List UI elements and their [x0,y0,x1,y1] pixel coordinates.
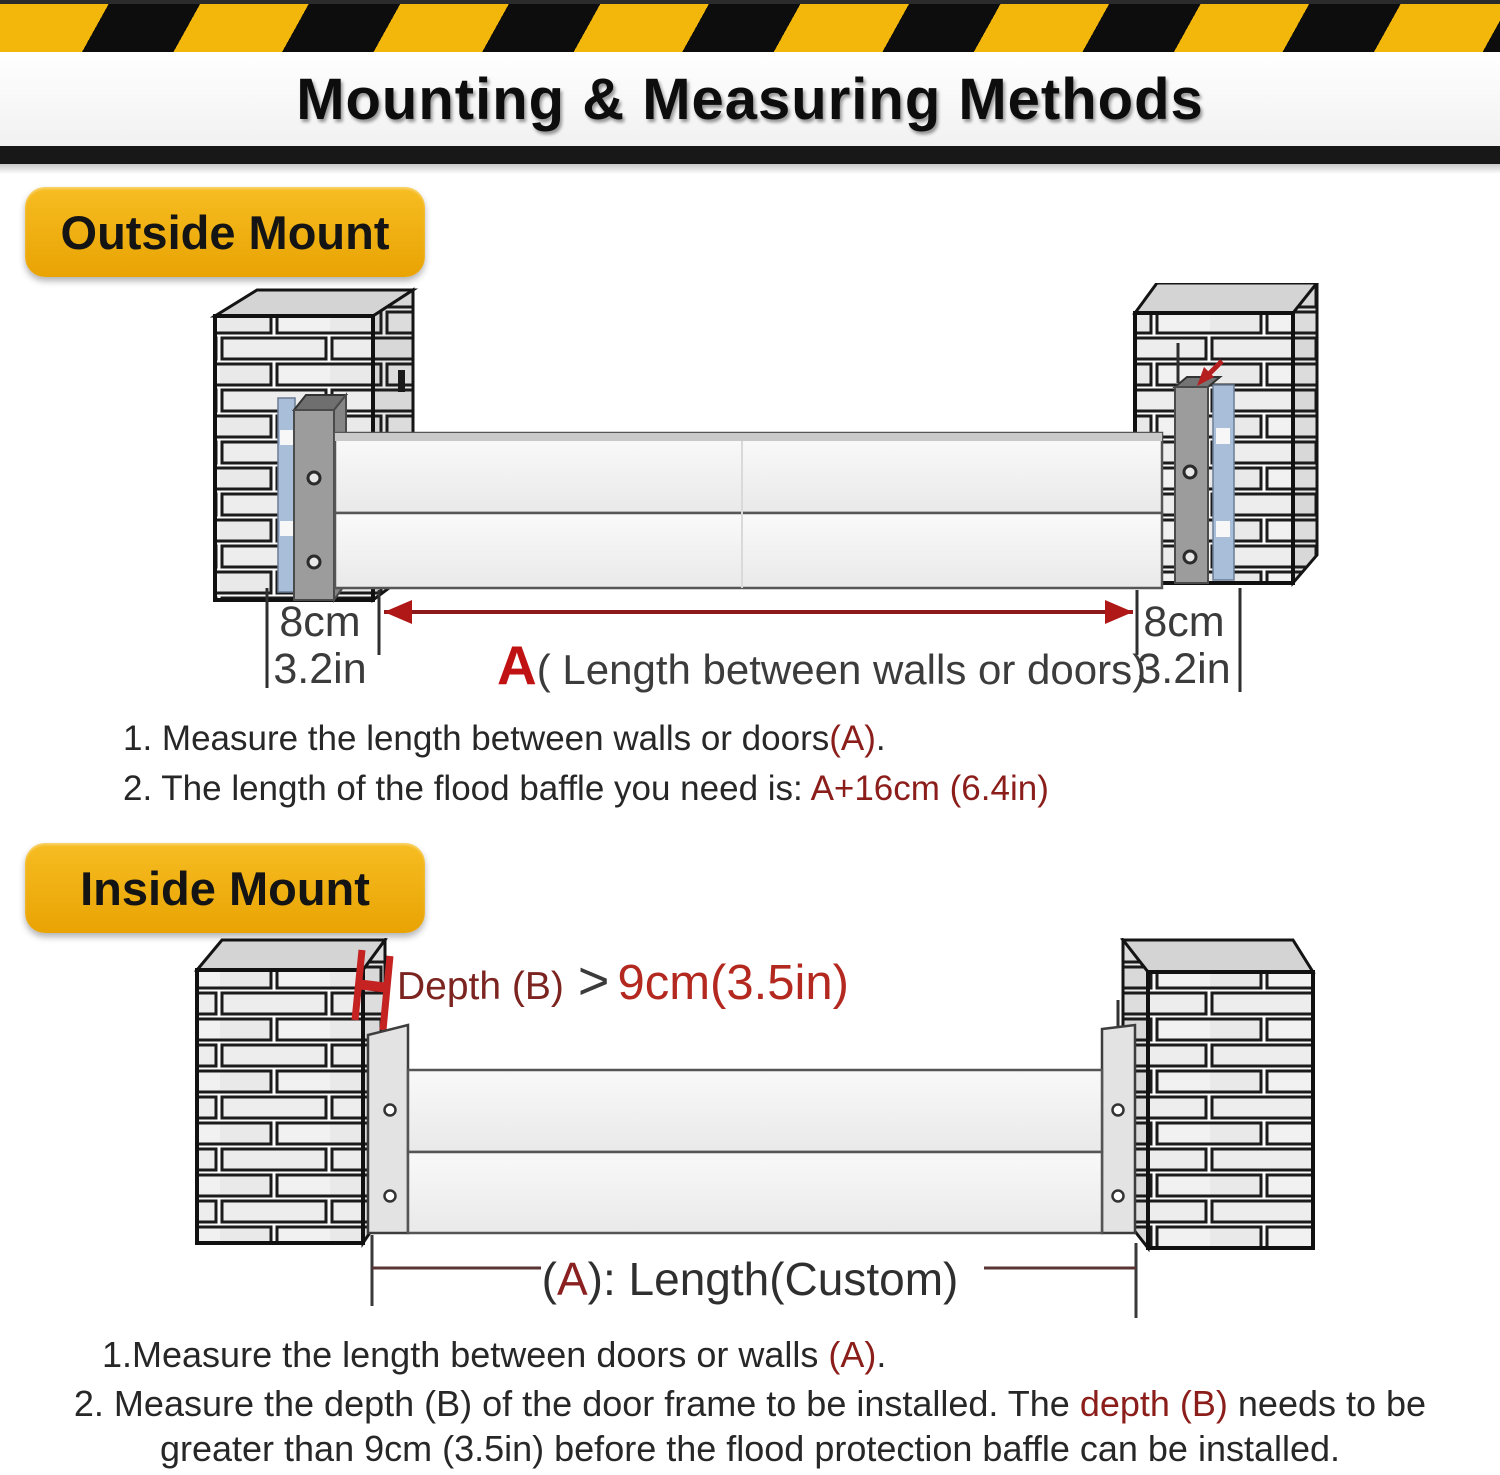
outside-step-1-highlight: (A) [829,719,876,758]
span-a-label [497,633,1146,697]
inside-step-1-suffix: . [876,1334,887,1375]
screw-hole [1184,466,1196,478]
depth-label: Depth (B) [397,965,564,1008]
left-seal-strip [278,398,295,592]
title-banner [0,52,1500,146]
outside-mount-label-text: Outside Mount [60,205,390,259]
screw-hole [1184,551,1196,563]
arrowhead-left [384,600,412,624]
inside-step-2-highlight: depth (B) [1079,1383,1228,1424]
outside-step-2 [123,769,1049,809]
inside-right-bracket [1102,1000,1135,1233]
right-seal-strip [1213,385,1234,580]
inside-step-1-highlight: (A) [828,1334,877,1375]
inside-left-bracket [368,1025,408,1233]
depth-note [397,950,849,1012]
inside-step-1 [102,1334,886,1376]
outside-step-2-highlight: A+16cm (6.4in) [810,769,1049,808]
outside-step-1-text: 1. Measure the length between walls or doors [123,719,830,758]
left-offset-dimension [262,599,378,693]
span-a-marker: A [497,634,537,696]
screw-hole [308,472,320,484]
flood-barrier-panel [408,1070,1102,1233]
screw-hole [1113,1191,1124,1202]
caution-tape-stripe [0,0,1500,52]
right-offset-cm: 8cm [1143,598,1225,646]
greater-than-sign: > [577,951,610,1011]
outside-mount-label [25,187,425,277]
page-title: Mounting & Measuring Methods [296,66,1204,132]
screw-hole [1113,1105,1124,1116]
flood-barrier-panel [335,433,1162,588]
inside-right-pillar [1123,940,1313,1248]
inside-mount-label-text: Inside Mount [80,861,370,915]
wall-slot-mark [398,370,405,392]
header-divider-bar [0,146,1500,164]
inside-step-2-suffix: needs to be greater than 9cm (3.5in) before the flood protection baffle can be installed. [159,1383,1427,1469]
inside-step-2 [50,1381,1450,1471]
span-a-text: ( Length between walls or doors) [536,646,1147,693]
custom-length-rest: ): Length(Custom) [587,1253,959,1305]
custom-length-marker: A [556,1253,588,1305]
custom-length-open: ( [541,1253,557,1305]
left-offset-cm: 8cm [279,598,361,646]
screw-hole [308,556,320,568]
inside-step-1-text: 1.Measure the length between doors or walls [102,1334,829,1375]
outside-step-1-suffix: . [875,719,886,758]
screw-hole [385,1105,396,1116]
left-offset-inch: 3.2in [273,645,367,693]
outside-step-1 [123,719,886,759]
screw-hole [385,1191,396,1202]
inside-mount-label [25,843,425,933]
outside-step-2-text: 2. The length of the flood baffle you need is: [123,769,811,808]
right-offset-inch: 3.2in [1137,645,1231,693]
depth-value: 9cm(3.5in) [617,956,849,1010]
custom-length-label [470,1252,1030,1306]
header-divider-shadow [0,164,1500,174]
inside-step-2-text: 2. Measure the depth (B) of the door frame to be installed. The [73,1383,1080,1424]
